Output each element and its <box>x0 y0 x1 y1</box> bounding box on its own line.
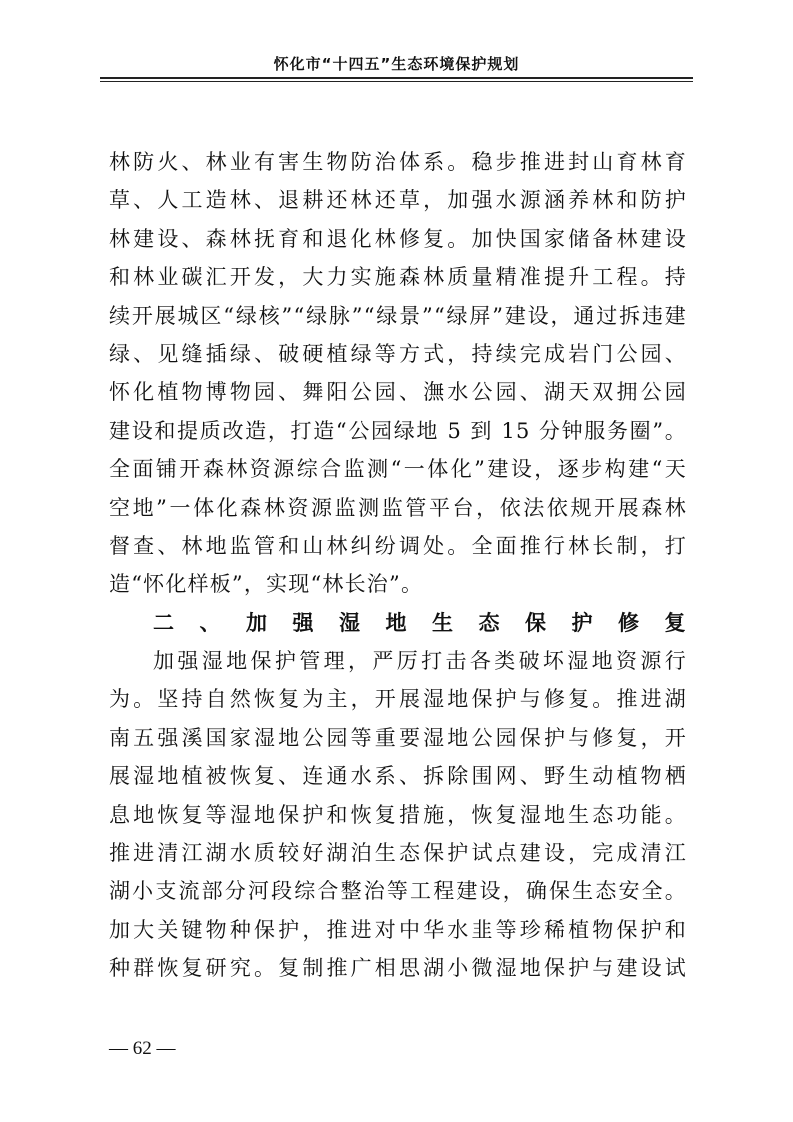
paragraph-line: 湖小支流部分河段综合整治等工程建设，确保生态安全。 <box>109 879 687 904</box>
paragraph-line: 造“怀化样板”，实现“林长治”。 <box>109 572 424 597</box>
paragraph-line: 全面铺开森林资源综合监测“一体化”建设，逐步构建“天 <box>109 457 687 482</box>
header-rule-thick <box>100 77 693 79</box>
paragraph-line: 绿、见缝插绿、破硬植绿等方式，持续完成岩门公园、 <box>109 341 687 366</box>
paragraph-line: 督查、林地监管和山林纠纷调处。全面推行林长制，打 <box>109 533 687 558</box>
running-header-title: 怀化市“十四五”生态环境保护规划 <box>273 55 520 73</box>
paragraph-line: 加强湿地保护管理，严厉打击各类破坏湿地资源行 <box>153 649 687 674</box>
header-rule-thin <box>100 81 693 82</box>
paragraph-line: 加大关键物种保护，推进对中华水韭等珍稀植物保护和 <box>109 917 687 942</box>
paragraph-line: 草、人工造林、退耕还林还草，加强水源涵养林和防护 <box>109 188 687 213</box>
page-number: — 62 — <box>109 1038 176 1059</box>
section-heading: 二、加强湿地生态保护修复 <box>153 610 687 635</box>
paragraph-line: 续开展城区“绿核”“绿脉”“绿景”“绿屏”建设，通过拆违建 <box>109 303 687 328</box>
paragraph-line: 南五强溪国家湿地公园等重要湿地公园保护与修复，开 <box>109 725 687 750</box>
paragraph-line: 林防火、林业有害生物防治体系。稳步推进封山育林育 <box>109 150 687 174</box>
paragraph-line: 怀化植物博物园、舞阳公园、潕水公园、湖天双拥公园 <box>109 380 687 405</box>
paragraph-line: 种群恢复研究。复制推广相思湖小微湿地保护与建设试 <box>109 956 687 981</box>
paragraph-line: 建设和提质改造，打造“公园绿地 5 到 15 分钟服务圈”。 <box>109 418 687 443</box>
paragraph-line: 息地恢复等湿地保护和恢复措施，恢复湿地生态功能。 <box>109 802 687 827</box>
paragraph-line: 为。坚持自然恢复为主，开展湿地保护与修复。推进湖 <box>109 687 687 712</box>
paragraph-line: 和林业碳汇开发，大力实施森林质量精准提升工程。持 <box>109 265 687 290</box>
paragraph-line: 展湿地植被恢复、连通水系、拆除围网、野生动植物栖 <box>109 764 687 789</box>
paragraph-line: 空地”一体化森林资源监测监管平台，依法依规开展森林 <box>109 495 687 520</box>
paragraph-line: 推进清江湖水质较好湖泊生态保护试点建设，完成清江 <box>109 841 687 866</box>
body-text <box>109 143 687 988</box>
paragraph-line: 林建设、森林抚育和退化林修复。加快国家储备林建设 <box>109 226 687 251</box>
